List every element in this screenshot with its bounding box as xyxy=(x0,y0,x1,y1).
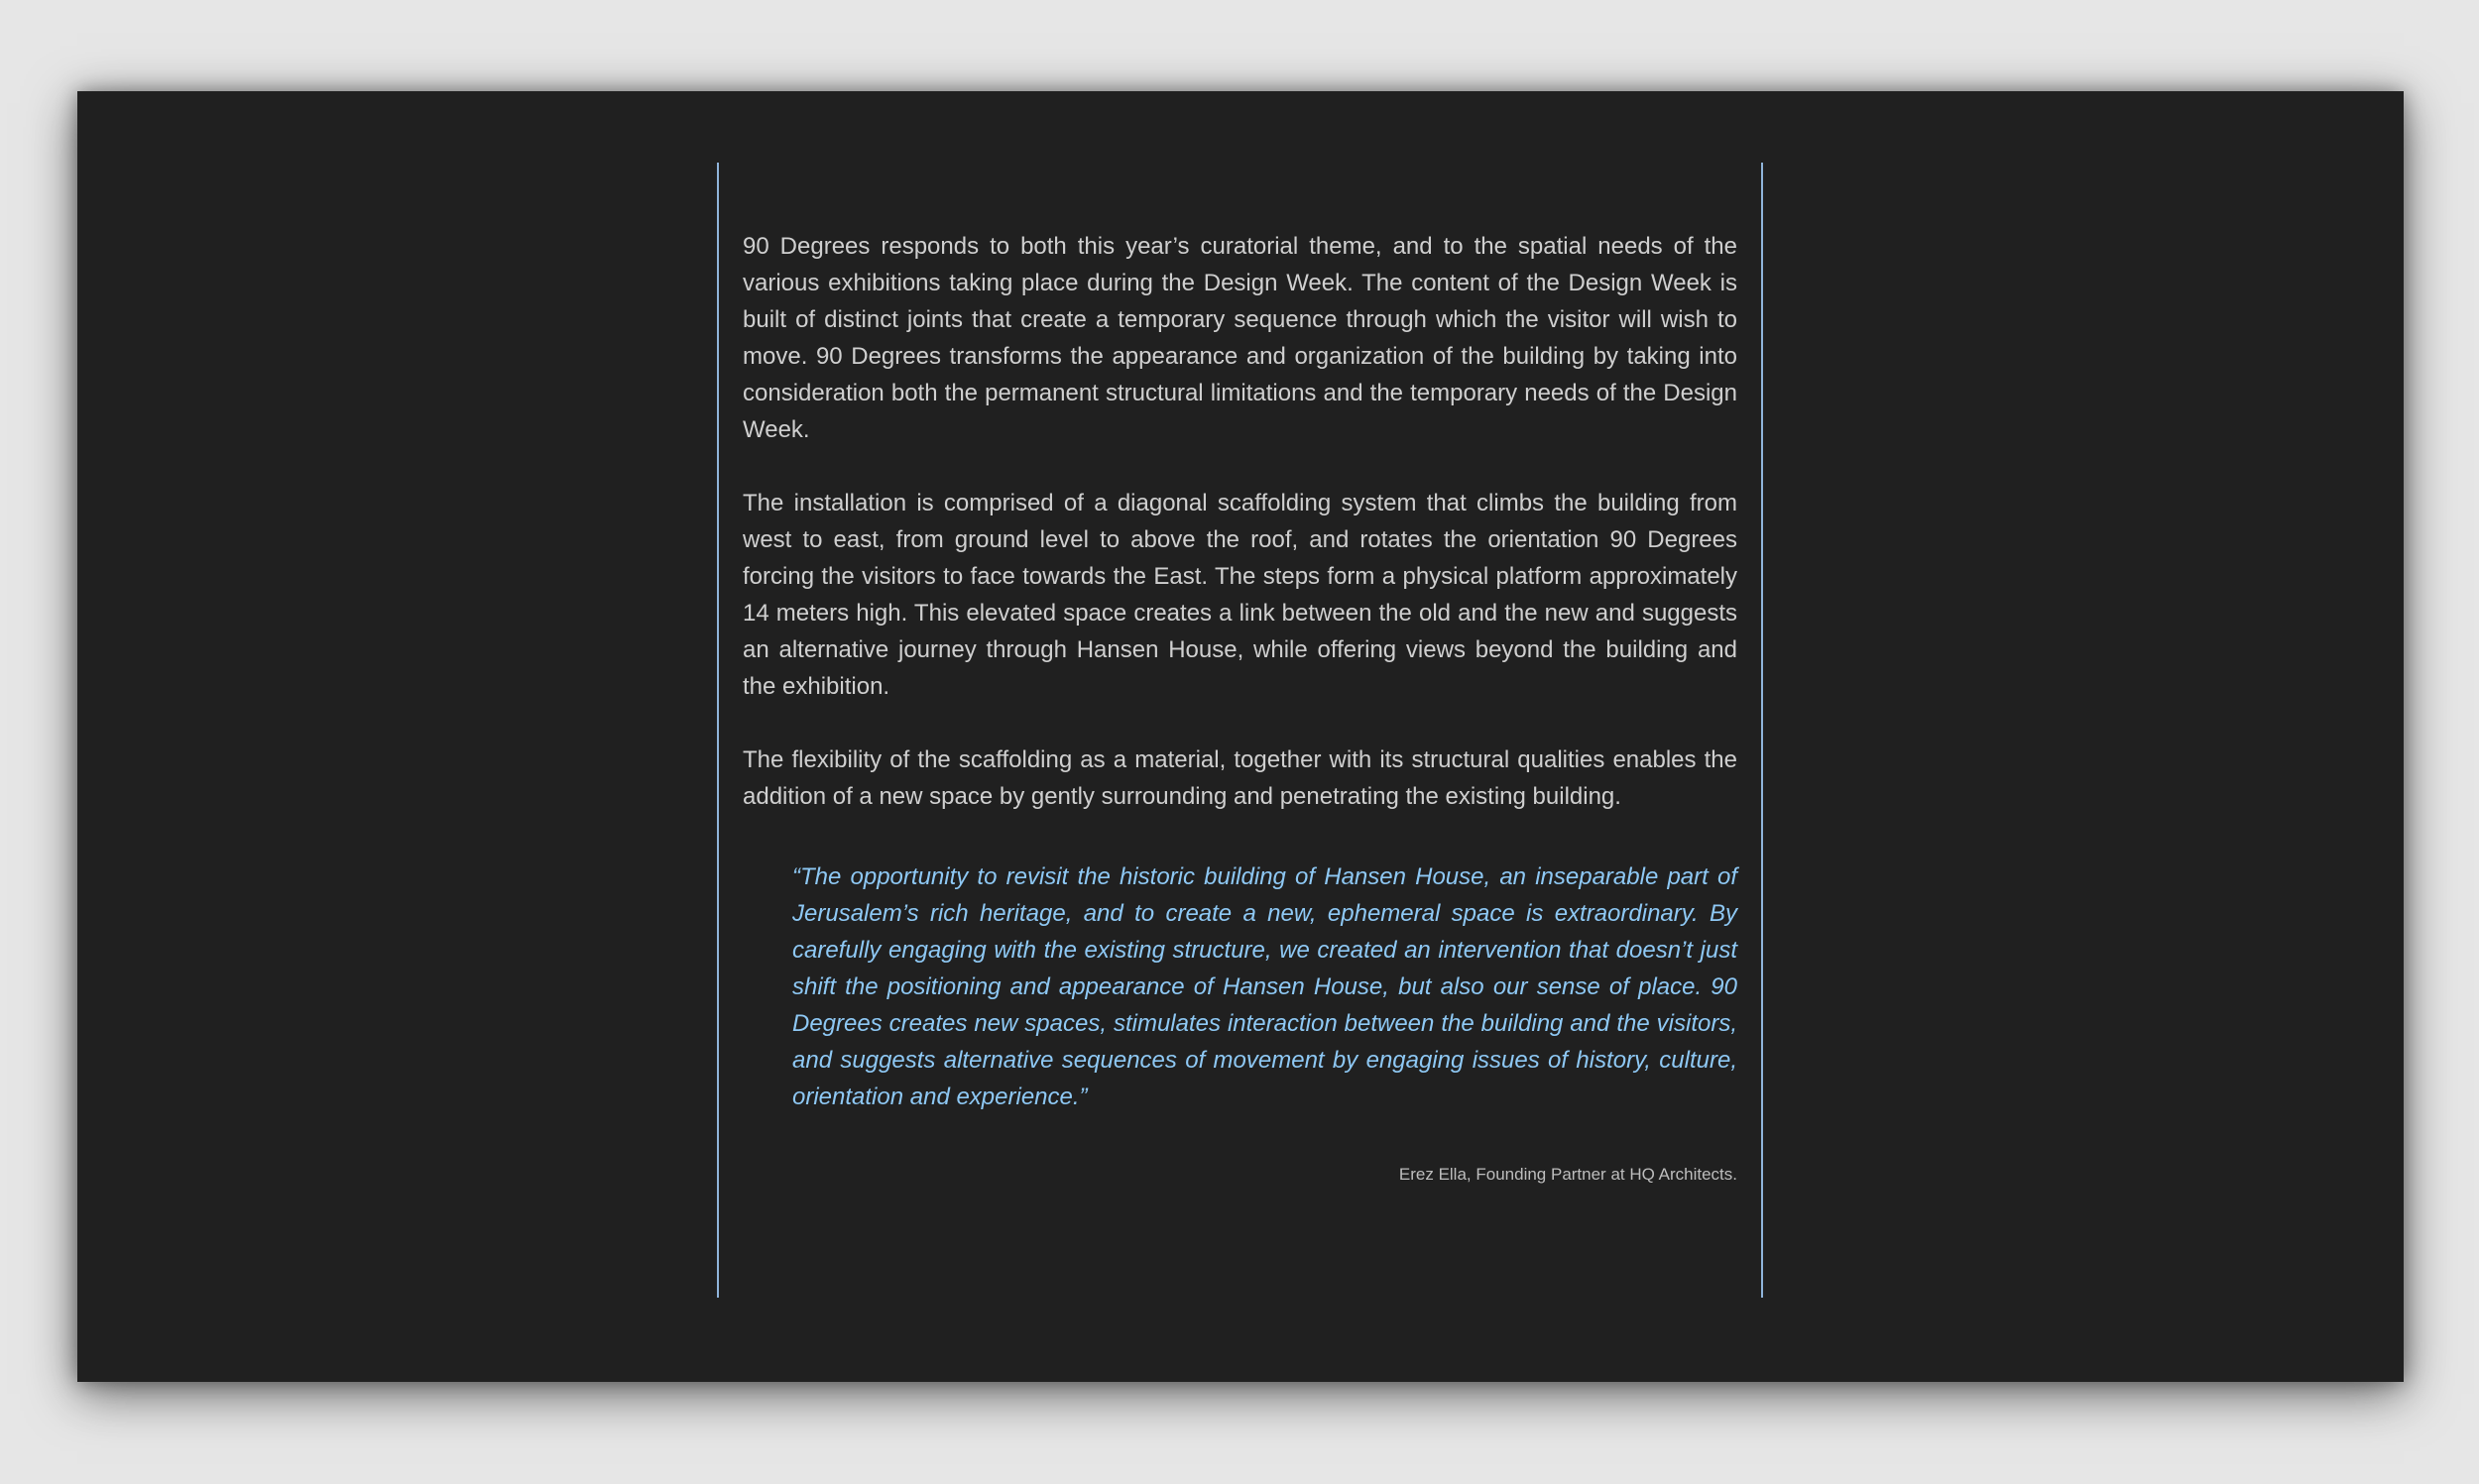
article-paragraph-2: The installation is comprised of a diagonal scaffolding system that climbs the building from west to east, from ground level to above the roof, and rotates the orientation 90 Degrees forcing the visitors to face towards the East. The steps form a physical platform approximately 14 meters high. This elevated space creates a link between the old and the new and suggests an alternative journey through Hansen House, while offering views beyond the building and the exhibition. xyxy=(743,490,1737,700)
pull-quote: “The opportunity to revisit the historic building of Hansen House, an inseparable part of Jerusalem’s rich heritage, and to create a new, ephemeral space is extraordinary. By carefully engaging with the existing structure, we created an intervention that doesn’t just shift the positioning and appearance of Hansen House, but also our sense of place. 90 Degrees creates new spaces, stimulates interaction between the building and the visitors, and suggests alternative sequences of movement by engaging issues of history, culture, orientation and experience.” xyxy=(792,863,1737,1110)
article-paragraph-1: 90 Degrees responds to both this year’s curatorial theme, and to the spatial needs of the various exhibitions taking place during the Design Week. The content of the Design Week is built of distinct joints that create a temporary sequence through which the visitor will wish to move. 90 Degrees transforms the appearance and organization of the building by taking into consideration both the permanent structural limitations and the temporary needs of the Design Week. xyxy=(743,233,1737,443)
content-panel xyxy=(77,91,2404,1382)
article-column xyxy=(717,163,1763,1298)
quote-attribution: Erez Ella, Founding Partner at HQ Architects. xyxy=(1398,1165,1737,1184)
article-paragraph-3: The flexibility of the scaffolding as a material, together with its structural qualities enables the addition of a new space by gently surrounding and penetrating the existing building. xyxy=(743,746,1737,810)
article-body xyxy=(743,228,1737,1187)
